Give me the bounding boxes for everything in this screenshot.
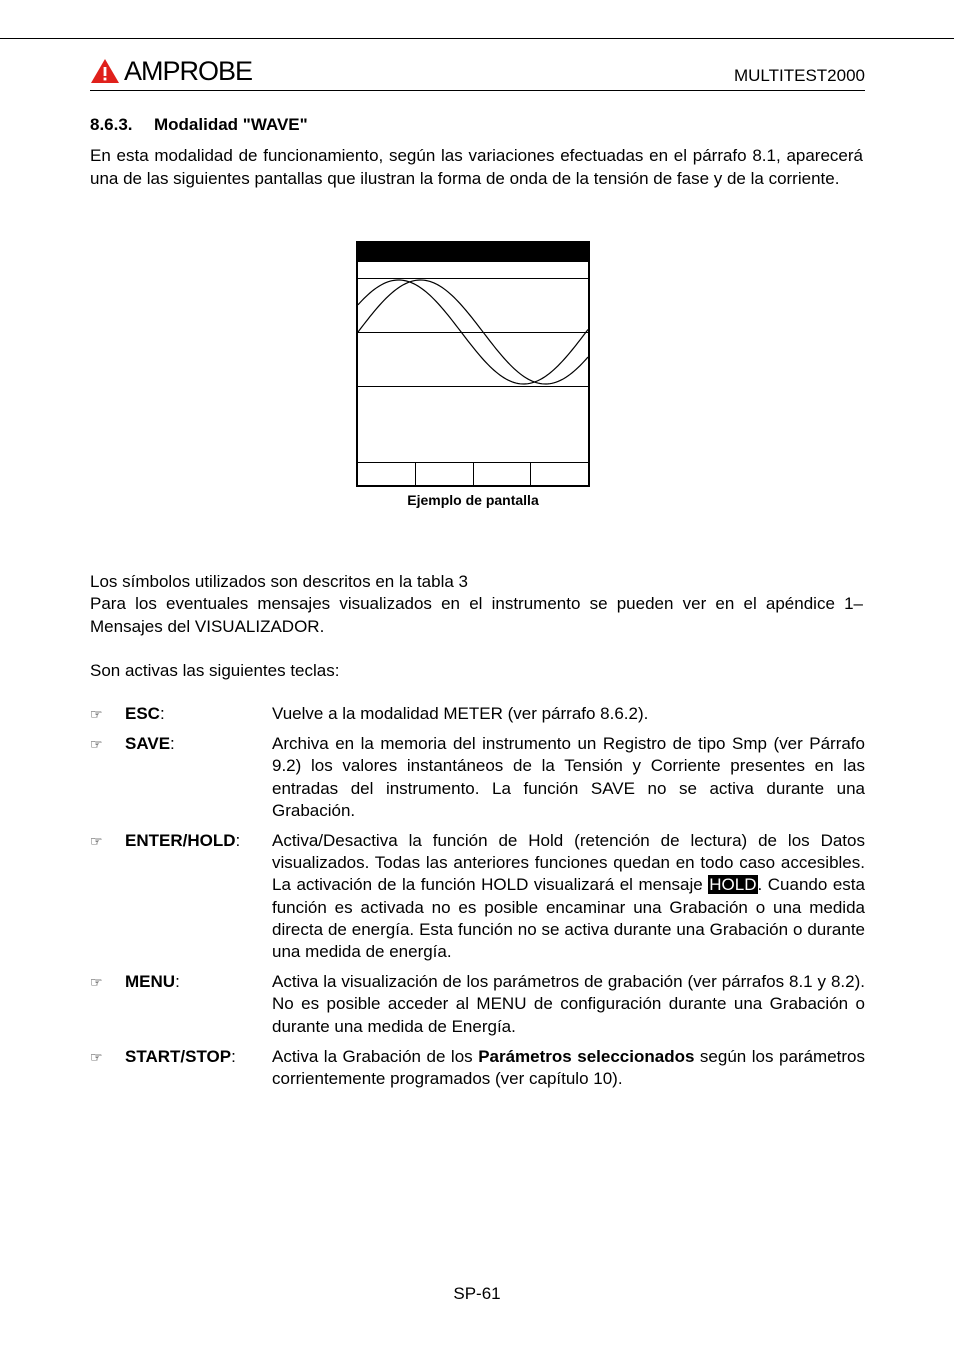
key-description: Activa la Grabación de los Parámetros seleccionados según los parámetros corrientemente programados (ver capítulo 10).: [272, 1046, 865, 1089]
key-description: Vuelve a la modalidad METER (ver párrafo 8.6.2).: [272, 704, 649, 723]
keys-list: [90, 703, 865, 1098]
key-name: ESC: [125, 704, 160, 723]
screen-softkey: [474, 463, 532, 486]
instrument-screen-figure: [356, 241, 590, 487]
current-waveform: [358, 280, 588, 384]
page-header: [90, 52, 865, 91]
pointing-hand-icon: ☞: [90, 833, 103, 850]
list-item: [90, 1046, 865, 1090]
top-rule: [0, 38, 954, 39]
screen-softkey-row: [358, 462, 588, 486]
page-number: SP-61: [453, 1284, 501, 1303]
key-description: Activa/Desactiva la función de Hold (retención de lectura) de los Datos visualizados. Todas las anteriores funciones quedan en todo caso accesibles. La activación de la función HOLD visualizará el mensaje HOLD. Cuando esta función es activada no es posible encaminar una Grabación o una medida directa de energía. Esta función no se activa durante una Grabación o durante una medida de energía.: [272, 831, 865, 962]
warning-triangle-icon: [90, 58, 120, 84]
key-separator: :: [231, 1046, 236, 1066]
model-name: MULTITEST2000: [733, 66, 865, 85]
pointing-hand-icon: ☞: [90, 1048, 103, 1065]
brand-logo: [90, 56, 252, 86]
key-separator: :: [159, 704, 165, 723]
hold-message-tag: HOLD: [709, 875, 757, 895]
list-item: [90, 733, 865, 822]
messages-paragraph: Para los eventuales mensajes visualizados en el instrumento se pueden ver en el apéndice 1–Mensajes del VISUALIZADOR.: [90, 594, 863, 636]
key-name: START/STOP: [125, 1046, 232, 1066]
screen-title-bar: [358, 243, 588, 262]
screen-softkey: [358, 463, 416, 486]
key-description: Archiva en la memoria del instrumento un Registro de tipo Smp (ver Párrafo 9.2) los valores instantáneos de la Tensión y Corriente presentes en las entradas del instrumento. La función SAVE no se activa durante una Grabación.: [272, 734, 865, 820]
list-item: [90, 830, 865, 963]
list-item: [90, 971, 865, 1038]
pointing-hand-icon: ☞: [90, 974, 103, 991]
pointing-hand-icon: ☞: [90, 706, 103, 722]
list-item: [90, 703, 865, 725]
waveform-plot: [358, 263, 588, 387]
key-name: MENU: [125, 972, 176, 992]
section-number: 8.6.3.: [90, 115, 133, 134]
key-name: SAVE: [125, 734, 171, 754]
screen-softkey: [416, 463, 474, 486]
screen-softkey: [531, 463, 588, 486]
key-separator: :: [175, 972, 180, 992]
voltage-waveform: [358, 280, 588, 384]
key-description: Activa la visualización de los parámetros de grabación (ver párrafos 8.1 y 8.2). No es posible acceder al MENU de configuración durante una Grabación o durante una medida de Energía.: [272, 972, 865, 1036]
intro-paragraph: En esta modalidad de funcionamiento, según las variaciones efectuadas en el párrafo 8.1, aparecerá una de las siguientes pantallas que ilustran la forma de onda de la tensión de fase y de la corriente.: [90, 146, 863, 188]
keys-intro: Son activas las siguientes teclas:: [90, 661, 340, 680]
key-name: ENTER/HOLD: [125, 831, 236, 851]
symbols-paragraph: Los símbolos utilizados son descritos en la tabla 3: [90, 572, 468, 591]
section-title: Modalidad "WAVE": [154, 115, 308, 134]
figure-caption: Ejemplo de pantalla: [407, 492, 539, 508]
key-separator: :: [170, 734, 175, 754]
brand-name: AMPROBE: [124, 55, 253, 86]
section-heading: [90, 115, 308, 135]
key-separator: :: [235, 831, 241, 851]
pointing-hand-icon: ☞: [90, 736, 103, 753]
